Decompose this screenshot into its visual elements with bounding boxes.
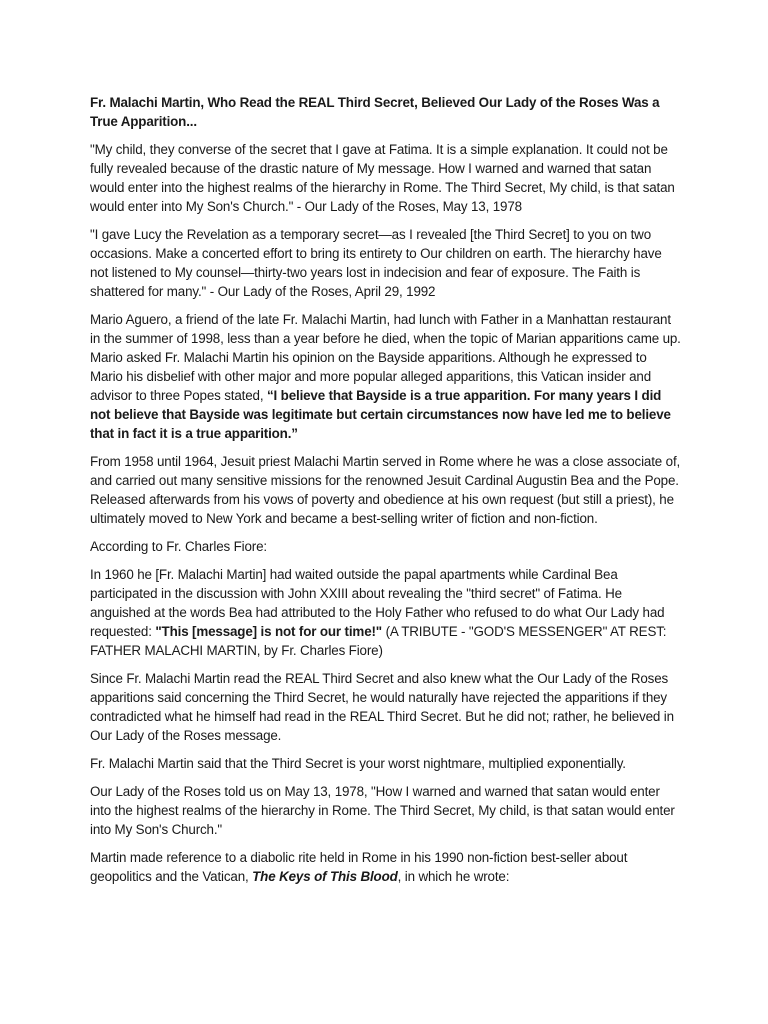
paragraph-tail: , in which he wrote: [397,869,510,884]
paragraph-text: Martin made reference to a diabolic rite held in Rome in his 1990 non-fiction best-seller about geopolitics and the Vatican, [90,850,628,884]
quote-paragraph-1978: "My child, they converse of the secret that I gave at Fatima. It is a simple explanation. It could not be fully revealed because of the drastic nature of My message. How I warned and warned that satan would enter into the highest realms of the hierarchy in Rome. The Third Secret, My child, is that satan would enter into My Son's Church." - Our Lady of the Roses, May 13, 1978 [90,142,675,214]
paragraph-text: In 1960 he [Fr. Malachi Martin] had waited outside the papal apartments while Cardinal Bea participated in the discussion with John XXIII about revealing the "third secret" of Fatima. He anguished at the words Bea had attributed to the Holy Father who refused to do what Our Lady had requested: [90,567,665,639]
paragraph-mario-aguero [90,310,682,443]
bold-quote: “I believe that Bayside is a true apparition. For many years I did not believe that Bayside was legitimate but certain circumstances now have led me to believe that in fact it is a true apparition.” [90,388,671,441]
paragraph-real-third-secret: Since Fr. Malachi Martin read the REAL Third Secret and also knew what the Our Lady of the Roses apparitions said concerning the Third Secret, he would naturally have rejected the apparitions if they contradicted what he himself had read in the REAL Third Secret. But he did not; rather, he believed in Our Lady of the Roses message. [90,671,674,743]
paragraph-text: Mario Aguero, a friend of the late Fr. Malachi Martin, had lunch with Father in a Manhattan restaurant in the summer of 1998, less than a year before he died, when the topic of Marian apparitions came up. Mario asked Fr. Malachi Martin his opinion on the Bayside apparitions. Although he expressed to Mario his disbelief with other major and more popular alleged apparitions, this Vatican insider and advisor to three Popes stated, [90,312,681,403]
citation-text: (A TRIBUTE - "GOD'S MESSENGER" AT REST: FATHER MALACHI MARTIN, by Fr. Charles Fiore) [90,624,667,658]
quote-paragraph-1992: "I gave Lucy the Revelation as a temporary secret—as I revealed [the Third Secret] to you on two occasions. Make a concerted effort to bring its entirety to Our children on earth. The hierarchy have not listened to My counsel—thirty-two years lost in indecision and fear of exposure. The Faith is shattered for many." - Our Lady of the Roses, April 29, 1992 [90,227,662,299]
book-title: The Keys of This Blood [252,869,398,884]
paragraph-may-13-1978: Our Lady of the Roses told us on May 13, 1978, "How I warned and warned that satan would enter into the highest realms of the hierarchy in Rome. The Third Secret, My child, is that satan would enter into My Son's Church." [90,784,675,837]
document-page [90,93,682,895]
bold-quote: "This [message] is not for our time!" [155,624,382,639]
paragraph-according-to: According to Fr. Charles Fiore: [90,539,267,554]
paragraph-worst-nightmare: Fr. Malachi Martin said that the Third Secret is your worst nightmare, multiplied exponentially. [90,756,626,771]
document-title: Fr. Malachi Martin, Who Read the REAL Third Secret, Believed Our Lady of the Roses Was a True Apparition... [90,95,660,129]
paragraph-1960 [90,565,682,660]
paragraph-biography: From 1958 until 1964, Jesuit priest Malachi Martin served in Rome where he was a close associate of, and carried out many sensitive missions for the renowned Jesuit Cardinal Augustin Bea and the Pope. Released afterwards from his vows of poverty and obedience at his own request (but still a priest), he ultimately moved to New York and became a best-selling writer of fiction and non-fiction. [90,454,681,526]
paragraph-diabolic-rite [90,848,682,886]
